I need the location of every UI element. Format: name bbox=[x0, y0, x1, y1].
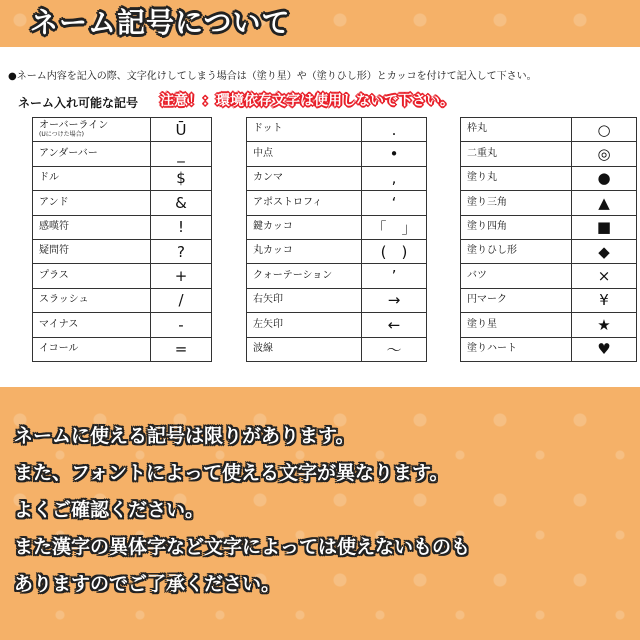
symbol-glyph: + bbox=[151, 264, 212, 288]
symbol-name-text: 塗りハート bbox=[467, 342, 517, 354]
symbol-glyph: ! bbox=[151, 215, 212, 239]
symbol-name-text: 波線 bbox=[253, 342, 273, 354]
symbol-row bbox=[33, 313, 212, 337]
symbol-name bbox=[247, 142, 362, 166]
message-line: よくご確認ください。 bbox=[14, 499, 205, 521]
symbol-name bbox=[247, 337, 362, 361]
symbol-glyph: ¥ bbox=[572, 288, 637, 312]
symbol-name bbox=[33, 313, 151, 337]
symbol-row bbox=[247, 142, 427, 166]
symbol-name bbox=[461, 313, 572, 337]
symbol-name bbox=[33, 288, 151, 312]
symbol-glyph: ‘ bbox=[362, 191, 427, 215]
symbol-glyph: ← bbox=[362, 313, 427, 337]
symbol-glyph: 「 」 bbox=[362, 215, 427, 239]
symbol-glyph: _ bbox=[151, 142, 212, 166]
symbol-glyph: ★ bbox=[572, 313, 637, 337]
available-symbols-heading: ネーム入れ可能な記号 bbox=[18, 96, 139, 110]
symbol-row bbox=[461, 288, 637, 312]
symbol-row bbox=[33, 239, 212, 263]
symbol-name-text: ドル bbox=[39, 172, 59, 184]
symbol-name bbox=[461, 142, 572, 166]
symbol-name-text: アポストロフィ bbox=[253, 196, 323, 208]
notice-message bbox=[14, 418, 634, 603]
symbol-row bbox=[247, 313, 427, 337]
symbol-glyph: ● bbox=[572, 166, 637, 190]
symbol-name-text: 塗りひし形 bbox=[467, 245, 517, 257]
symbol-glyph: 〜 bbox=[362, 337, 427, 361]
symbol-name bbox=[33, 191, 151, 215]
symbol-name bbox=[33, 142, 151, 166]
symbol-row bbox=[33, 166, 212, 190]
symbol-name bbox=[33, 264, 151, 288]
symbol-row bbox=[33, 191, 212, 215]
symbol-name bbox=[247, 118, 362, 142]
symbol-glyph: ◎ bbox=[572, 142, 637, 166]
symbol-row bbox=[33, 215, 212, 239]
symbol-row bbox=[33, 142, 212, 166]
symbol-name-text: 二重丸 bbox=[467, 147, 497, 159]
symbol-row bbox=[461, 239, 637, 263]
symbol-name-text: オーバーライン bbox=[39, 120, 109, 132]
page-title: ネーム記号について bbox=[30, 6, 291, 39]
symbol-name bbox=[461, 215, 572, 239]
symbol-name bbox=[33, 337, 151, 361]
symbol-row bbox=[247, 239, 427, 263]
symbol-glyph: ◆ bbox=[572, 239, 637, 263]
symbol-row bbox=[247, 118, 427, 142]
symbol-name-text: イコール bbox=[39, 342, 79, 354]
symbol-glyph: ■ bbox=[572, 215, 637, 239]
symbol-glyph: ▲ bbox=[572, 191, 637, 215]
symbol-name-text: 中点 bbox=[253, 147, 273, 159]
symbol-row bbox=[461, 215, 637, 239]
symbol-row bbox=[461, 337, 637, 361]
symbol-name bbox=[247, 215, 362, 239]
symbol-name-text: 鍵カッコ bbox=[253, 221, 293, 232]
symbol-row bbox=[461, 142, 637, 166]
symbol-name bbox=[461, 288, 572, 312]
symbol-name-text: 疑問符 bbox=[39, 245, 69, 257]
message-line: また、フォントによって使える文字が異なります。 bbox=[14, 462, 449, 484]
symbol-panel bbox=[0, 47, 640, 387]
message-line: また漢字の異体字など文字によっては使えないものも bbox=[14, 536, 471, 558]
symbol-name-text: 丸カッコ bbox=[253, 245, 293, 257]
symbol-name bbox=[33, 215, 151, 239]
symbol-name-text: マイナス bbox=[39, 318, 79, 330]
symbol-name-text: 右矢印 bbox=[253, 294, 283, 306]
symbol-name-text: 塗り丸 bbox=[467, 172, 497, 184]
symbol-glyph: & bbox=[151, 191, 212, 215]
symbol-name-text: 左矢印 bbox=[253, 318, 283, 330]
symbol-name bbox=[247, 313, 362, 337]
symbol-name-text: 塗り三角 bbox=[467, 196, 507, 208]
symbol-glyph: → bbox=[362, 288, 427, 312]
symbol-glyph: ’ bbox=[362, 264, 427, 288]
symbol-name-text: 塗り星 bbox=[467, 318, 497, 330]
symbol-name bbox=[247, 264, 362, 288]
symbol-glyph: × bbox=[572, 264, 637, 288]
symbol-glyph: ( ) bbox=[362, 239, 427, 263]
symbol-glyph: = bbox=[151, 337, 212, 361]
symbol-row bbox=[33, 288, 212, 312]
symbol-table-3 bbox=[460, 117, 637, 362]
symbol-row bbox=[247, 288, 427, 312]
symbol-glyph: ○ bbox=[572, 118, 637, 142]
symbol-name-text: 感嘆符 bbox=[39, 221, 69, 232]
symbol-glyph: ♥ bbox=[572, 337, 637, 361]
symbol-row bbox=[461, 166, 637, 190]
symbol-name-text: プラス bbox=[39, 269, 69, 281]
symbol-name-text: アンド bbox=[39, 196, 69, 208]
symbol-glyph: ? bbox=[151, 239, 212, 263]
symbol-name bbox=[247, 239, 362, 263]
symbol-name-text: ドット bbox=[253, 123, 283, 135]
symbol-row bbox=[33, 264, 212, 288]
symbol-name bbox=[461, 337, 572, 361]
symbol-name bbox=[461, 239, 572, 263]
symbol-row bbox=[33, 118, 212, 142]
symbol-glyph: / bbox=[151, 288, 212, 312]
symbol-row bbox=[461, 191, 637, 215]
message-line: ネームに使える記号は限りがあります。 bbox=[14, 425, 355, 447]
symbol-row bbox=[247, 337, 427, 361]
symbol-row bbox=[461, 118, 637, 142]
symbol-row bbox=[247, 264, 427, 288]
instruction-note: ●ネーム内容を記入の際、文字化けしてしまう場合は（塗り星）や（塗りひし形）とカッコを付けて記入して下さい。 bbox=[8, 71, 537, 82]
symbol-name-text: カンマ bbox=[253, 172, 283, 184]
symbol-name bbox=[33, 166, 151, 190]
symbol-glyph: - bbox=[151, 313, 212, 337]
symbol-row bbox=[33, 337, 212, 361]
symbol-name bbox=[33, 239, 151, 263]
symbol-row bbox=[247, 215, 427, 239]
symbol-table-1 bbox=[32, 117, 212, 362]
symbol-name bbox=[461, 118, 572, 142]
symbol-glyph: $ bbox=[151, 166, 212, 190]
symbol-name bbox=[247, 288, 362, 312]
symbol-row bbox=[461, 264, 637, 288]
symbol-name bbox=[461, 264, 572, 288]
symbol-name-text: 塗り四角 bbox=[467, 221, 507, 232]
symbol-name-text: スラッシュ bbox=[39, 294, 89, 306]
symbol-glyph: , bbox=[362, 166, 427, 190]
symbol-row bbox=[461, 313, 637, 337]
symbol-name-text: バツ bbox=[467, 269, 487, 281]
message-line: ありますのでご了承ください。 bbox=[14, 573, 281, 595]
symbol-name bbox=[461, 166, 572, 190]
symbol-name-text: 枠丸 bbox=[467, 123, 487, 135]
warning-text: 注意！：環境依存文字は使用しないで下さい。 bbox=[160, 93, 454, 109]
symbol-row bbox=[247, 166, 427, 190]
symbol-table-2 bbox=[246, 117, 427, 362]
symbol-glyph: • bbox=[362, 142, 427, 166]
symbol-glyph: . bbox=[362, 118, 427, 142]
symbol-name bbox=[461, 191, 572, 215]
symbol-name-text: アンダーバー bbox=[39, 147, 98, 159]
symbol-glyph: Ū bbox=[151, 118, 212, 142]
symbol-row bbox=[247, 191, 427, 215]
symbol-name-text: クォーテーション bbox=[253, 269, 333, 281]
symbol-name bbox=[247, 191, 362, 215]
symbol-name-text: 円マーク bbox=[467, 294, 507, 306]
symbol-name bbox=[33, 118, 151, 142]
symbol-name bbox=[247, 166, 362, 190]
symbol-name-note: (Uにつけた場合) bbox=[39, 130, 84, 138]
